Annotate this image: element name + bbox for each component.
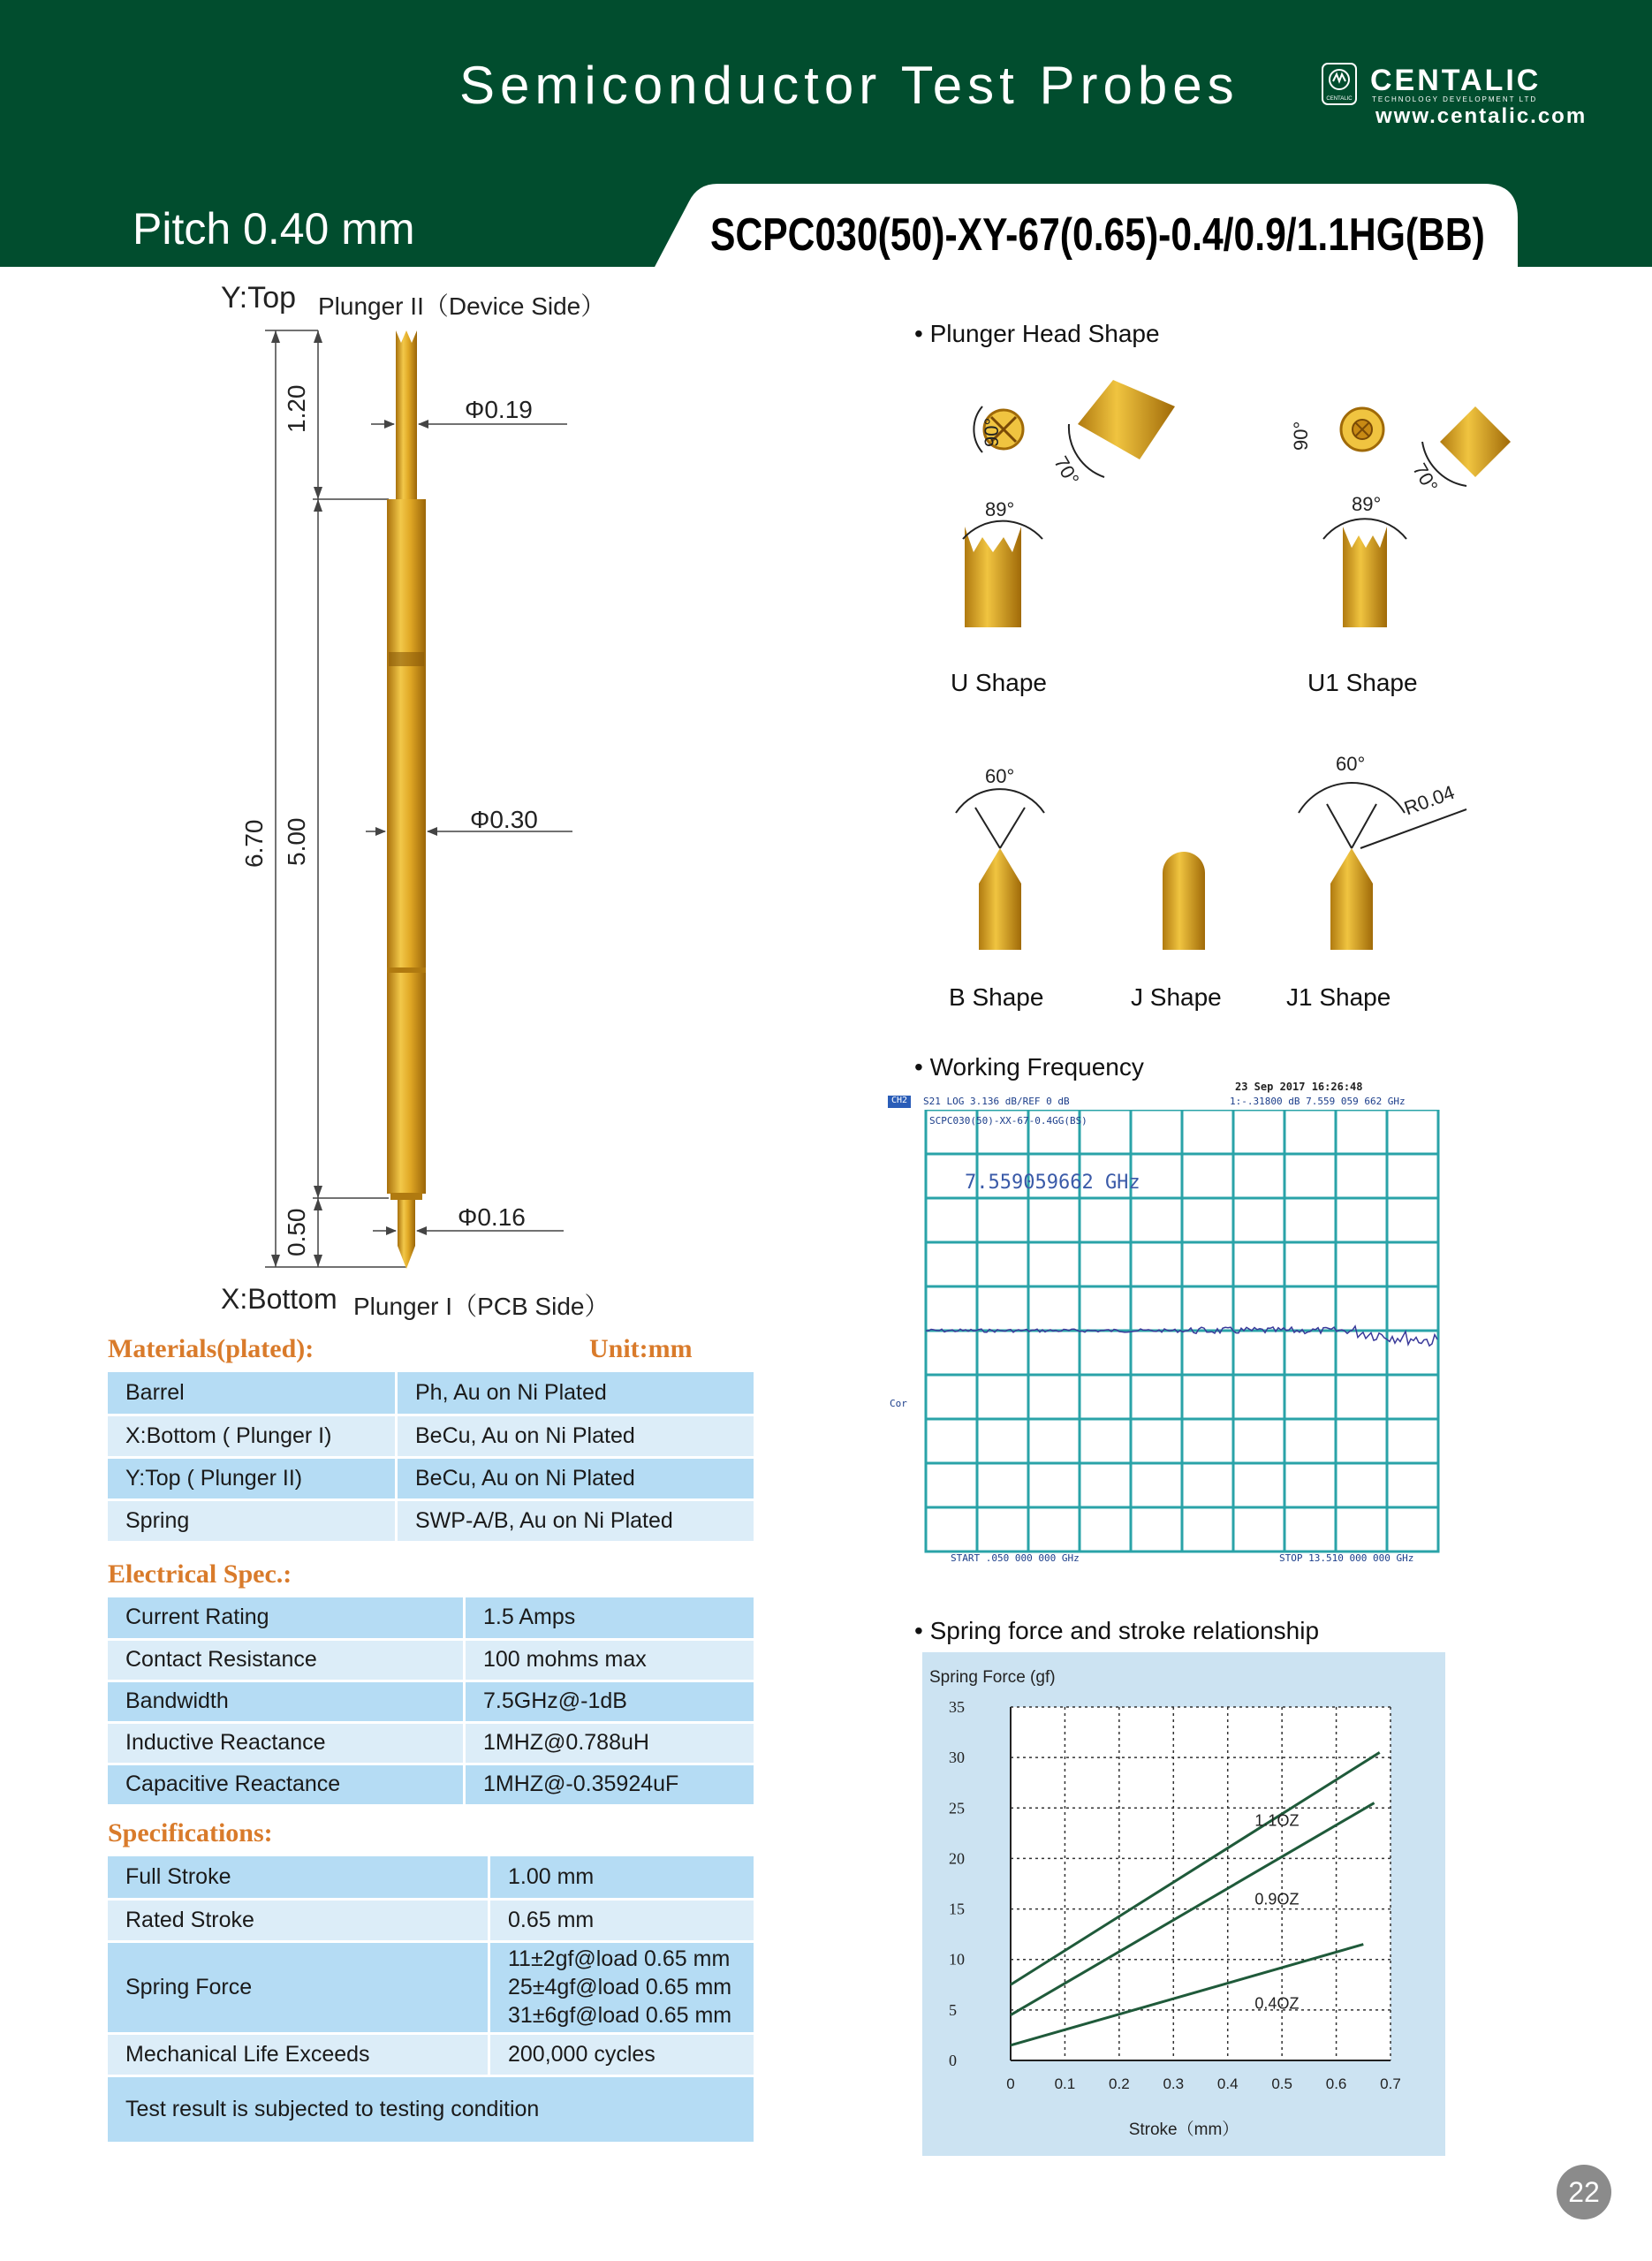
table-row [108, 1899, 754, 1941]
specifications-heading: Specifications: [108, 1818, 273, 1847]
vna-marker-readout: 1:-.31800 dB 7.559 059 662 GHz [1230, 1096, 1406, 1107]
materials-value: SWP-A/B, Au on Ni Plated [397, 1499, 754, 1542]
materials-key: Y:Top ( Plunger II) [108, 1457, 397, 1499]
chart-y-tick: 25 [949, 1799, 965, 1817]
table-row [108, 1941, 754, 2033]
electrical-value: 1MHZ@-0.35924uF [465, 1764, 754, 1805]
vna-trace-label: SCPC030(50)-XX-67-0.4GG(BS) [929, 1115, 1087, 1127]
vna-marker-freq: 7.559059662 GHz [965, 1172, 1140, 1194]
table-row [108, 1415, 754, 1457]
probe-drawing [221, 318, 592, 1281]
vna-start: START .050 000 000 GHz [951, 1552, 1080, 1564]
bottom-plunger-desc: Plunger I（PCB Side） [353, 1293, 610, 1320]
spec-value: 200,000 cycles [489, 2033, 754, 2075]
top-plunger-desc: Plunger II（Device Side） [318, 292, 606, 320]
table-row [108, 1764, 754, 1805]
materials-key: Barrel [108, 1372, 397, 1415]
materials-value: Ph, Au on Ni Plated [397, 1372, 754, 1415]
specifications-table [108, 1856, 754, 2144]
test-note: Test result is subjected to testing condition [108, 2075, 754, 2143]
electrical-key: Capacitive Reactance [108, 1764, 465, 1805]
chart-x-tick: 0.2 [1109, 2075, 1130, 2092]
electrical-value: 1.5 Amps [465, 1597, 754, 1639]
chart-y-tick: 30 [949, 1749, 965, 1767]
page-number: 22 [1557, 2165, 1611, 2219]
table-row [108, 1499, 754, 1542]
table-row [108, 2075, 754, 2143]
table-row [108, 1856, 754, 1899]
chart-x-tick: 0.6 [1325, 2075, 1347, 2092]
chart-y-tick: 35 [949, 1698, 965, 1716]
electrical-table [108, 1597, 754, 1807]
electrical-value: 7.5GHz@-1dB [465, 1681, 754, 1722]
chart-x-tick: 0.3 [1163, 2075, 1185, 2092]
brand-website: www.centalic.com [1375, 104, 1588, 128]
spring-force-chart [922, 1652, 1445, 2156]
u-angle-70: 70° [1050, 452, 1084, 489]
electrical-key: Inductive Reactance [108, 1722, 465, 1764]
materials-heading: Materials(plated): [108, 1334, 314, 1363]
vna-status: S21 LOG 3.136 dB/REF 0 dB [923, 1096, 1070, 1107]
chart-x-axis-label: Stroke（mm） [1128, 2121, 1239, 2139]
b-angle-60: 60° [985, 765, 1015, 787]
chart-y-tick: 5 [949, 2000, 957, 2019]
logo-emblem-icon [1321, 62, 1358, 106]
dim-top-plunger: 1.20 [283, 384, 310, 433]
head-shapes-heading: • Plunger Head Shape [914, 320, 1160, 347]
materials-table [108, 1372, 754, 1544]
pitch-label: Pitch 0.40 mm [133, 204, 415, 254]
dim-bottom-plunger: 0.50 [283, 1208, 310, 1256]
chart-x-tick: 0 [1006, 2075, 1015, 2092]
u1-angle-90: 90° [1290, 421, 1312, 451]
materials-value: BeCu, Au on Ni Plated [397, 1415, 754, 1457]
u-angle-90: 90° [981, 417, 1003, 447]
b-shape-caption: B Shape [949, 983, 1044, 1011]
chart-y-axis-label: Spring Force (gf) [929, 1668, 1056, 1687]
chart-x-tick: 0.1 [1054, 2075, 1076, 2092]
spring-force-medium: 25±4gf@load 0.65 mm [508, 1975, 732, 1999]
table-row [108, 1681, 754, 1722]
chart-y-tick: 0 [949, 2052, 957, 2069]
u-angle-89: 89° [985, 498, 1015, 520]
materials-value: BeCu, Au on Ni Plated [397, 1457, 754, 1499]
electrical-key: Contact Resistance [108, 1639, 465, 1681]
spec-value: 0.65 mm [489, 1899, 754, 1941]
page-title: Semiconductor Test Probes [459, 56, 1239, 115]
model-number: SCPC030(50)-XY-67(0.65)-0.4/0.9/1.1HG(BB) [710, 209, 1485, 261]
vna-cor-label: Cor [890, 1398, 907, 1409]
electrical-key: Current Rating [108, 1597, 465, 1639]
dia-top-plunger: Φ0.19 [465, 396, 533, 423]
spec-key: Spring Force [108, 1941, 489, 2033]
chart-y-tick: 10 [949, 1950, 965, 1969]
dia-bottom-plunger: Φ0.16 [458, 1203, 526, 1231]
unit-label: Unit:mm [589, 1334, 693, 1363]
u1-angle-70: 70° [1408, 459, 1443, 497]
j-shape-profile [1163, 852, 1205, 950]
u1-shape-profile [1323, 519, 1406, 627]
electrical-key: Bandwidth [108, 1681, 465, 1722]
chart-x-tick: 0.4 [1216, 2075, 1239, 2092]
chart-y-tick: 15 [949, 1900, 965, 1918]
u-shape-profile [963, 521, 1042, 627]
j1-radius: R0.04 [1401, 780, 1458, 820]
series-label: 0.4OZ [1254, 1994, 1300, 2013]
series-label: 0.9OZ [1254, 1890, 1300, 1908]
vna-channel: CH2 [888, 1096, 911, 1108]
dim-total-length: 6.70 [240, 819, 268, 868]
table-row [108, 1457, 754, 1499]
spring-force-light: 11±2gf@load 0.65 mm [508, 1946, 731, 1971]
svg-text:CENTALIC: CENTALIC [1326, 96, 1353, 102]
materials-key: Spring [108, 1499, 397, 1542]
table-row [108, 1722, 754, 1764]
j1-shape-caption: J1 Shape [1286, 983, 1391, 1011]
u1-shape-caption: U1 Shape [1307, 669, 1418, 696]
j1-angle-60: 60° [1336, 753, 1366, 775]
chart-y-tick: 20 [949, 1849, 965, 1868]
dia-barrel: Φ0.30 [470, 806, 538, 833]
electrical-heading: Electrical Spec.: [108, 1559, 292, 1589]
u-shape-side-cut [1069, 380, 1175, 477]
table-row [108, 1372, 754, 1415]
dim-barrel: 5.00 [283, 817, 310, 866]
table-row [108, 1639, 754, 1681]
frequency-heading: • Working Frequency [914, 1053, 1144, 1081]
b-shape-profile [956, 789, 1044, 950]
spring-force-heavy: 31±6gf@load 0.65 mm [508, 2003, 732, 2028]
electrical-value: 100 mohms max [465, 1639, 754, 1681]
u-shape-caption: U Shape [951, 669, 1047, 696]
spec-value [489, 1941, 754, 2033]
brand-tagline: TECHNOLOGY DEVELOPMENT LTD [1372, 95, 1538, 103]
spec-key: Rated Stroke [108, 1899, 489, 1941]
chart-x-tick: 0.7 [1380, 2075, 1401, 2092]
series-label: 1.1OZ [1254, 1811, 1300, 1830]
bottom-plunger-tag: X:Bottom [221, 1283, 337, 1315]
brand-logo [1321, 58, 1612, 129]
spring-chart-heading: • Spring force and stroke relationship [914, 1617, 1320, 1644]
table-row [108, 2033, 754, 2075]
spec-key: Full Stroke [108, 1856, 489, 1899]
vna-stop: STOP 13.510 000 000 GHz [1279, 1552, 1414, 1564]
table-row [108, 1597, 754, 1639]
top-plunger-tag: Y:Top [221, 281, 297, 315]
brand-name: CENTALIC [1370, 64, 1542, 97]
materials-key: X:Bottom ( Plunger I) [108, 1415, 397, 1457]
u1-shape-top-view [1341, 408, 1383, 451]
u1-angle-89: 89° [1352, 493, 1382, 515]
j-shape-caption: J Shape [1131, 983, 1222, 1011]
spec-value: 1.00 mm [489, 1856, 754, 1899]
electrical-value: 1MHZ@0.788uH [465, 1722, 754, 1764]
spec-key: Mechanical Life Exceeds [108, 2033, 489, 2075]
vna-timestamp: 23 Sep 2017 16:26:48 [1235, 1081, 1363, 1093]
chart-x-tick: 0.5 [1271, 2075, 1292, 2092]
